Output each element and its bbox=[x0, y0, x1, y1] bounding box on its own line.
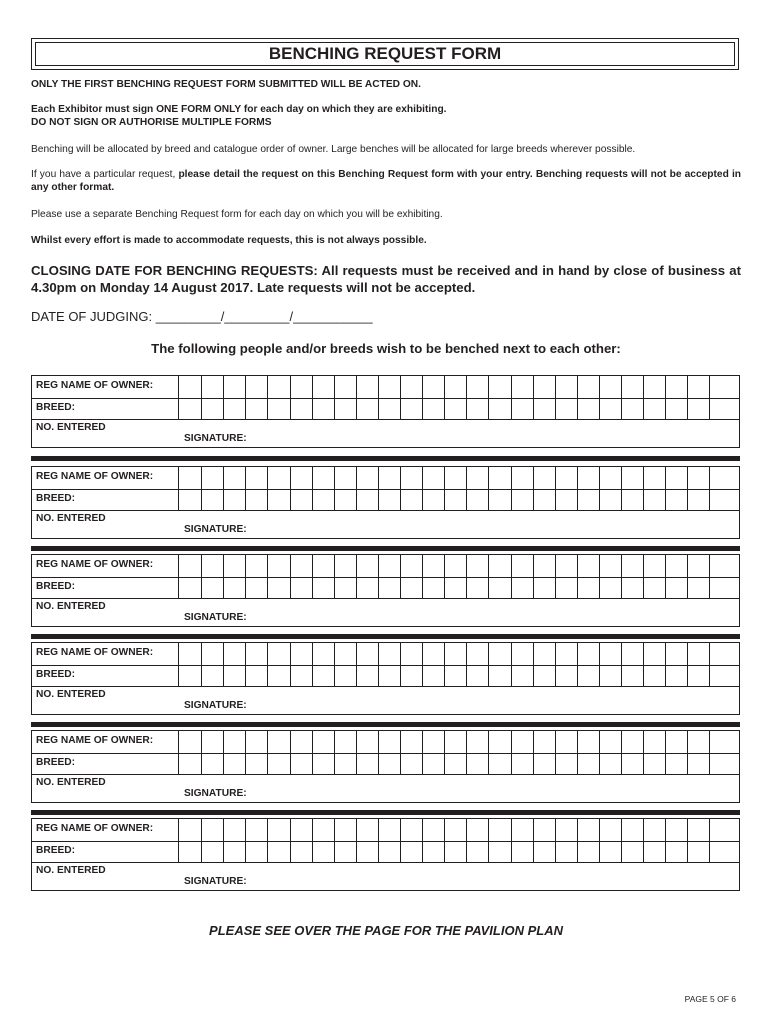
block-separator bbox=[31, 546, 740, 551]
owner-label: REG NAME OF OWNER: bbox=[36, 559, 154, 570]
character-cells[interactable] bbox=[179, 467, 739, 510]
cells-grid bbox=[179, 555, 739, 598]
closing-date-notice: CLOSING DATE FOR BENCHING REQUESTS: All requests must be received and in hand by close of business at 4.30pm on Monday 14 August 2017. Late requests will not be accepted. bbox=[31, 263, 741, 295]
date-of-judging-field[interactable]: DATE OF JUDGING: _________/_________/___________ bbox=[31, 309, 373, 324]
breed-label: BREED: bbox=[36, 581, 76, 592]
notice-no-multiple: DO NOT SIGN OR AUTHORISE MULTIPLE FORMS bbox=[31, 117, 272, 128]
block-separator bbox=[31, 456, 740, 461]
signature-field[interactable]: SIGNATURE: bbox=[184, 612, 247, 623]
row-divider bbox=[32, 862, 739, 863]
row-divider bbox=[32, 598, 739, 599]
breed-label: BREED: bbox=[36, 757, 76, 768]
character-cells[interactable] bbox=[179, 643, 739, 686]
cells-grid bbox=[179, 467, 739, 510]
notice-first-form: ONLY THE FIRST BENCHING REQUEST FORM SUBMITTED WILL BE ACTED ON. bbox=[31, 79, 421, 90]
separate-form-note: Please use a separate Benching Request form for each day on which you will be exhibiting. bbox=[31, 209, 443, 220]
character-cells[interactable] bbox=[179, 555, 739, 598]
owner-label: REG NAME OF OWNER: bbox=[36, 471, 154, 482]
request-block bbox=[31, 818, 740, 891]
allocation-note: Benching will be allocated by breed and catalogue order of owner. Large benches will be allocated for large breeds wherever possible. bbox=[31, 144, 636, 155]
form-title: BENCHING REQUEST FORM bbox=[35, 42, 735, 66]
row-divider bbox=[32, 774, 739, 775]
row-divider bbox=[32, 510, 739, 511]
request-note-plain: If you have a particular request, bbox=[31, 169, 179, 180]
request-block bbox=[31, 642, 740, 715]
entered-label: NO. ENTERED bbox=[36, 777, 106, 788]
signature-field[interactable]: SIGNATURE: bbox=[184, 524, 247, 535]
entered-label: NO. ENTERED bbox=[36, 422, 106, 433]
cells-grid bbox=[179, 819, 739, 862]
notice-one-form: Each Exhibitor must sign ONE FORM ONLY for each day on which they are exhibiting. bbox=[31, 104, 447, 115]
request-block bbox=[31, 375, 740, 448]
breed-label: BREED: bbox=[36, 493, 76, 504]
effort-note: Whilst every effort is made to accommodate requests, this is not always possible. bbox=[31, 235, 427, 246]
cells-grid bbox=[179, 643, 739, 686]
block-separator bbox=[31, 722, 740, 727]
character-cells[interactable] bbox=[179, 376, 739, 419]
signature-field[interactable]: SIGNATURE: bbox=[184, 700, 247, 711]
breed-label: BREED: bbox=[36, 669, 76, 680]
owner-label: REG NAME OF OWNER: bbox=[36, 647, 154, 658]
cells-grid bbox=[179, 376, 739, 419]
character-cells[interactable] bbox=[179, 731, 739, 774]
signature-field[interactable]: SIGNATURE: bbox=[184, 433, 247, 444]
request-block bbox=[31, 466, 740, 539]
cells-grid bbox=[179, 731, 739, 774]
see-over-note: PLEASE SEE OVER THE PAGE FOR THE PAVILION PLAN bbox=[209, 923, 563, 938]
entered-label: NO. ENTERED bbox=[36, 513, 106, 524]
title-box bbox=[31, 38, 739, 70]
block-separator bbox=[31, 810, 740, 815]
entered-label: NO. ENTERED bbox=[36, 689, 106, 700]
character-cells[interactable] bbox=[179, 819, 739, 862]
owner-label: REG NAME OF OWNER: bbox=[36, 735, 154, 746]
request-note bbox=[31, 169, 741, 194]
row-divider bbox=[32, 419, 739, 420]
entered-label: NO. ENTERED bbox=[36, 865, 106, 876]
block-separator bbox=[31, 634, 740, 639]
request-block bbox=[31, 730, 740, 803]
group-heading: The following people and/or breeds wish to be benched next to each other: bbox=[151, 341, 621, 356]
row-divider bbox=[32, 686, 739, 687]
breed-label: BREED: bbox=[36, 402, 76, 413]
entered-label: NO. ENTERED bbox=[36, 601, 106, 612]
signature-field[interactable]: SIGNATURE: bbox=[184, 788, 247, 799]
owner-label: REG NAME OF OWNER: bbox=[36, 380, 154, 391]
request-note-bold: please detail the request on this Benching Request form with your entry. Benching requests will not be accepted in any other format. bbox=[31, 169, 741, 193]
request-block bbox=[31, 554, 740, 627]
signature-field[interactable]: SIGNATURE: bbox=[184, 876, 247, 887]
breed-label: BREED: bbox=[36, 845, 76, 856]
page-number: PAGE 5 OF 6 bbox=[684, 994, 736, 1004]
owner-label: REG NAME OF OWNER: bbox=[36, 823, 154, 834]
